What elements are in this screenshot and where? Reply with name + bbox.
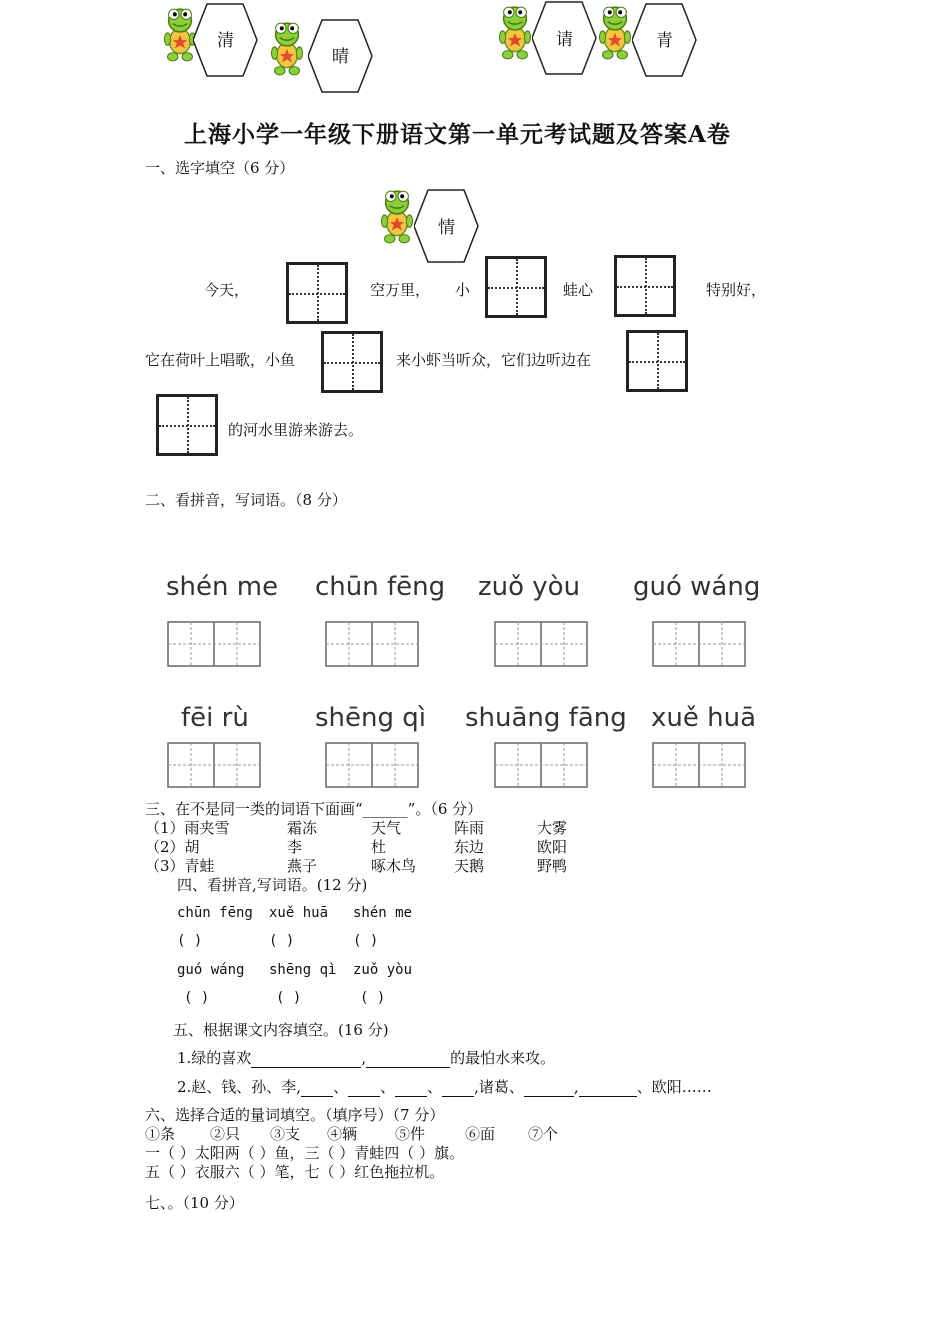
- q5-text: ,: [361, 1049, 367, 1067]
- hex-char-3: 请: [556, 30, 573, 50]
- q6-heading: 六、选择合适的量词填空。（填序号）（7 分）: [145, 1106, 445, 1124]
- frog-icon: [498, 4, 532, 62]
- q3-word[interactable]: 野鸭: [537, 857, 568, 875]
- q1-heading: 一、选字填空（6 分）: [145, 159, 295, 177]
- pinyin-label: fēi rù: [181, 703, 249, 733]
- q3-word[interactable]: 啄木鸟: [371, 857, 417, 875]
- blank[interactable]: [301, 1078, 333, 1097]
- q4-answer[interactable]: ( ): [177, 933, 203, 949]
- q3-word[interactable]: 欧阳: [537, 838, 568, 856]
- tianzi-box[interactable]: [286, 262, 348, 324]
- writing-grid[interactable]: [167, 621, 261, 667]
- q4-pinyin: shén me: [353, 905, 413, 921]
- blank[interactable]: [366, 1049, 450, 1068]
- q6-option: ③支: [270, 1125, 301, 1143]
- hex-char-2: 晴: [332, 47, 349, 67]
- q5-item-2: [177, 1076, 712, 1097]
- q6-option: ④辆: [327, 1125, 358, 1143]
- pinyin-label: shēng qì: [315, 703, 426, 733]
- writing-grid[interactable]: [652, 621, 746, 667]
- tianzi-box[interactable]: [156, 394, 218, 456]
- q6-option: ⑤件: [395, 1125, 426, 1143]
- q4-answer[interactable]: ( ): [276, 990, 302, 1006]
- q1-text: 特别好，: [706, 281, 767, 299]
- q5-text: 、: [427, 1078, 443, 1096]
- q3-word[interactable]: 燕子: [287, 857, 318, 875]
- q4-answer[interactable]: ( ): [360, 990, 386, 1006]
- q6-line[interactable]: 一（ ）太阳两（ ）鱼，三（ ）青蛙四（ ）旗。: [145, 1144, 465, 1162]
- q1-text: 来小虾当听众，它们边听边在: [396, 351, 592, 369]
- q4-answer[interactable]: ( ): [269, 933, 295, 949]
- frog-icon: [598, 4, 632, 62]
- q4-answer[interactable]: ( ): [184, 990, 210, 1006]
- q1-text: 小: [455, 281, 471, 299]
- blank[interactable]: [442, 1078, 474, 1097]
- q5-text: 的最怕水来攻。: [450, 1049, 556, 1067]
- q3-word[interactable]: 阵雨: [454, 819, 485, 837]
- q3-word[interactable]: 东边: [454, 838, 485, 856]
- hex-char-1: 清: [217, 31, 234, 51]
- frog-icon: [270, 20, 304, 78]
- q5-heading: 五、根据课文内容填空。(16 分): [173, 1021, 389, 1039]
- q6-option: ⑥面: [465, 1125, 496, 1143]
- blank[interactable]: [524, 1078, 574, 1097]
- writing-grid[interactable]: [494, 742, 588, 788]
- blank[interactable]: [395, 1078, 427, 1097]
- q2-heading: 二、看拼音，写词语。（8 分）: [145, 491, 347, 509]
- q4-pinyin: zuǒ yòu: [353, 962, 413, 978]
- q1-text: 它在荷叶上唱歌，小鱼: [145, 351, 296, 369]
- frog-icon: [163, 6, 197, 64]
- q5-text: 、: [380, 1078, 396, 1096]
- q3-word[interactable]: 霜冻: [287, 819, 318, 837]
- blank[interactable]: [348, 1078, 380, 1097]
- q5-text: ,诸葛、: [474, 1078, 524, 1096]
- q1-text: 今天，: [204, 281, 250, 299]
- q3-heading: 三、在不是同一类的词语下面画“______”。（6 分）: [145, 800, 483, 818]
- q5-text: 、: [333, 1078, 349, 1096]
- q1-text: 的河水里游来游去。: [228, 421, 364, 439]
- writing-grid[interactable]: [167, 742, 261, 788]
- q4-pinyin: xuě huā: [269, 905, 329, 921]
- q5-text: 2.赵、钱、孙、李,: [177, 1078, 302, 1096]
- q3-word[interactable]: 天气: [371, 819, 402, 837]
- q5-text: 、欧阳……: [636, 1078, 712, 1096]
- q4-pinyin: chūn fēng: [177, 905, 253, 921]
- q3-word[interactable]: （1）雨夹雪: [145, 819, 230, 837]
- pinyin-label: shén me: [166, 572, 279, 602]
- frog-icon: [380, 188, 414, 246]
- tianzi-box[interactable]: [626, 330, 688, 392]
- page-title: 上海小学一年级下册语文第一单元考试题及答案A卷: [184, 121, 731, 148]
- q7-heading: 七、。（10 分）: [145, 1194, 244, 1212]
- q3-word[interactable]: 杜: [371, 838, 387, 856]
- q3-word[interactable]: （2）胡: [145, 838, 200, 856]
- writing-grid[interactable]: [325, 621, 419, 667]
- writing-grid[interactable]: [325, 742, 419, 788]
- q1-hex-char: 情: [438, 218, 455, 238]
- pinyin-label: guó wáng: [633, 572, 761, 602]
- pinyin-label: xuě huā: [651, 703, 757, 733]
- pinyin-label: zuǒ yòu: [478, 572, 581, 602]
- hex-char-4: 青: [656, 31, 673, 51]
- tianzi-box[interactable]: [321, 331, 383, 393]
- q6-option: ⑦个: [528, 1125, 559, 1143]
- writing-grid[interactable]: [652, 742, 746, 788]
- q4-pinyin: guó wáng: [177, 962, 245, 978]
- q5-text: ,: [573, 1078, 579, 1096]
- q4-pinyin: shēng qì: [269, 962, 337, 978]
- q5-item-1: [177, 1047, 555, 1068]
- q3-word[interactable]: （3）青蛙: [145, 857, 215, 875]
- writing-grid[interactable]: [494, 621, 588, 667]
- q1-text: 空万里，: [370, 281, 431, 299]
- q6-line[interactable]: 五（ ）衣服六（ ）笔，七（ ）红色拖拉机。: [145, 1163, 445, 1181]
- q3-word[interactable]: 大雾: [537, 819, 568, 837]
- q4-answer[interactable]: ( ): [353, 933, 379, 949]
- q4-heading: 四、看拼音,写词语。(12 分): [177, 876, 368, 894]
- q6-option: ①条: [145, 1125, 176, 1143]
- tianzi-box[interactable]: [614, 255, 676, 317]
- q3-word[interactable]: 李: [287, 838, 303, 856]
- blank[interactable]: [251, 1049, 361, 1068]
- tianzi-box[interactable]: [485, 256, 547, 318]
- q3-word[interactable]: 天鹅: [454, 857, 485, 875]
- q1-text: 蛙心: [563, 281, 594, 299]
- pinyin-label: chūn fēng: [315, 572, 446, 602]
- pinyin-label: shuāng fāng: [465, 703, 627, 733]
- q5-text: 1.绿的喜欢: [177, 1049, 252, 1067]
- blank[interactable]: [579, 1078, 637, 1097]
- q6-option: ②只: [210, 1125, 241, 1143]
